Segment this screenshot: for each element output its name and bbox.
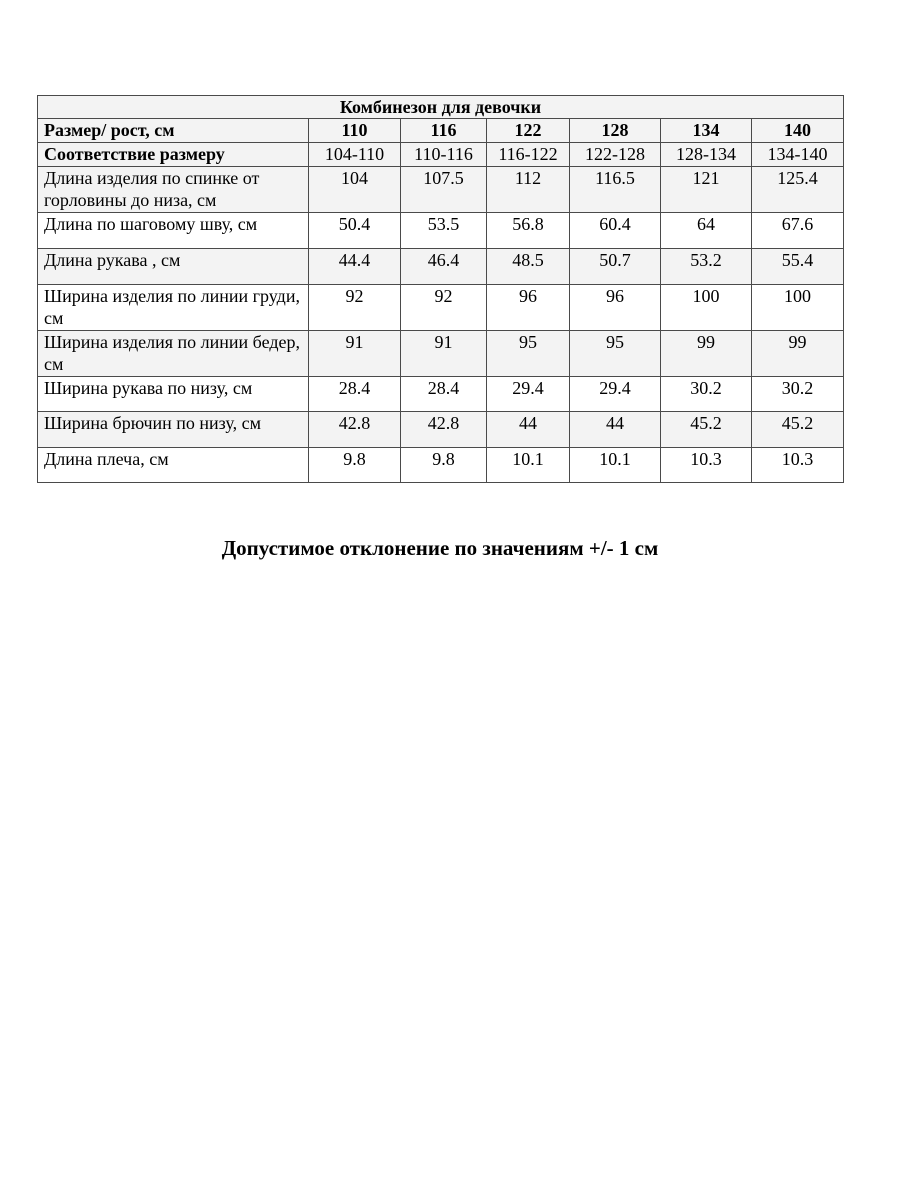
value-cell: 53.5 [401,213,487,249]
value-cell: 104 [309,167,401,213]
value-cell: 44.4 [309,249,401,285]
size-header-cell: 140 [752,119,844,143]
value-cell: 92 [309,285,401,331]
value-cell: 92 [401,285,487,331]
value-cell: 44 [487,412,570,448]
correspondence-label: Соответствие размеру [38,143,309,167]
value-cell: 42.8 [309,412,401,448]
row-label: Ширина изделия по линии груди, см [38,285,309,331]
row-label: Ширина изделия по линии бедер, см [38,331,309,377]
correspondence-cell: 134-140 [752,143,844,167]
value-cell: 50.7 [570,249,661,285]
table-row [38,331,844,377]
value-cell: 53.2 [661,249,752,285]
value-cell: 99 [661,331,752,377]
value-cell: 107.5 [401,167,487,213]
value-cell: 96 [487,285,570,331]
table-row [38,167,844,213]
size-header-cell: 122 [487,119,570,143]
value-cell: 91 [401,331,487,377]
value-cell: 67.6 [752,213,844,249]
size-header-cell: 128 [570,119,661,143]
value-cell: 100 [661,285,752,331]
value-cell: 28.4 [401,377,487,412]
value-cell: 29.4 [487,377,570,412]
value-cell: 50.4 [309,213,401,249]
value-cell: 9.8 [309,448,401,483]
size-header-row [38,119,844,143]
value-cell: 96 [570,285,661,331]
value-cell: 10.1 [570,448,661,483]
table-row [38,249,844,285]
value-cell: 45.2 [661,412,752,448]
value-cell: 10.3 [752,448,844,483]
value-cell: 30.2 [661,377,752,412]
value-cell: 95 [487,331,570,377]
size-header-cell: 110 [309,119,401,143]
row-label: Ширина брючин по низу, см [38,412,309,448]
value-cell: 45.2 [752,412,844,448]
value-cell: 10.3 [661,448,752,483]
size-chart-table [37,95,844,483]
row-label: Длина плеча, см [38,448,309,483]
value-cell: 56.8 [487,213,570,249]
value-cell: 99 [752,331,844,377]
row-label: Длина рукава , см [38,249,309,285]
correspondence-cell: 110-116 [401,143,487,167]
value-cell: 116.5 [570,167,661,213]
correspondence-cell: 128-134 [661,143,752,167]
table-row [38,377,844,412]
value-cell: 91 [309,331,401,377]
correspondence-row [38,143,844,167]
value-cell: 9.8 [401,448,487,483]
value-cell: 100 [752,285,844,331]
value-cell: 28.4 [309,377,401,412]
value-cell: 48.5 [487,249,570,285]
correspondence-cell: 104-110 [309,143,401,167]
correspondence-cell: 122-128 [570,143,661,167]
row-label: Ширина рукава по низу, см [38,377,309,412]
tolerance-note: Допустимое отклонение по значениям +/- 1 см [221,536,659,560]
value-cell: 64 [661,213,752,249]
size-header-cell: 116 [401,119,487,143]
value-cell: 10.1 [487,448,570,483]
table-row [38,412,844,448]
value-cell: 42.8 [401,412,487,448]
size-header-label: Размер/ рост, см [38,119,309,143]
correspondence-cell: 116-122 [487,143,570,167]
value-cell: 95 [570,331,661,377]
table-title-row [38,96,844,119]
table-row [38,213,844,249]
table-row [38,448,844,483]
row-label: Длина по шаговому шву, см [38,213,309,249]
value-cell: 29.4 [570,377,661,412]
value-cell: 30.2 [752,377,844,412]
value-cell: 60.4 [570,213,661,249]
value-cell: 112 [487,167,570,213]
table-title: Комбинезон для девочки [38,96,844,119]
table-row [38,285,844,331]
value-cell: 55.4 [752,249,844,285]
value-cell: 44 [570,412,661,448]
row-label: Длина изделия по спинке от горловины до низа, см [38,167,309,213]
value-cell: 121 [661,167,752,213]
value-cell: 46.4 [401,249,487,285]
size-header-cell: 134 [661,119,752,143]
value-cell: 125.4 [752,167,844,213]
